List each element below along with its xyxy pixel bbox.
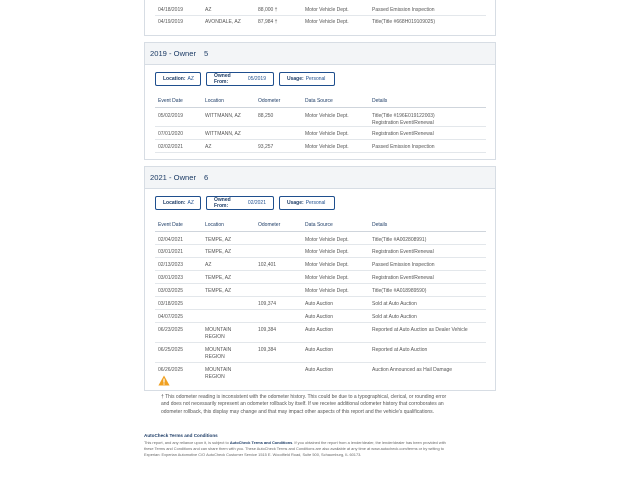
table-row: 03/01/2023 TEMPE, AZ Motor Vehicle Dept. Registration Event/Renewal xyxy=(155,271,486,284)
table-row: 06/26/2025 MOUNTAIN REGION Auto Auction Auction Announced as Hail Damage xyxy=(155,363,486,388)
owner-5-summary xyxy=(145,65,495,93)
owner-4-card-tail xyxy=(144,0,496,36)
owned-from-chip: Owned From: 05/2019 xyxy=(206,72,274,86)
table-row: 04/18/2019 AZ 88,000 † Motor Vehicle Dept. Passed Emission Inspection xyxy=(155,4,486,16)
table-row: 04/19/2019 AVONDALE, AZ 87,984 † Motor Vehicle Dept. Title(Title #668H019109025) xyxy=(158,19,436,25)
odometer-footnote: † This odometer reading is inconsistent with the odometer history. This could be due to a typographical, clerical, or rounding error and does not necessarily represent an odometer rollback by itself. If we receive additional odometer history that corroborates an odometer rollback, this display may change and that may impact other aspects of this report and the vehicle's qualifications. xyxy=(161,394,447,415)
terms-body: This report, and any reliance upon it, is subject to AutoCheck Terms and Conditions. If you obtained the report from a lender/dealer, the lender/dealer has been provided with these Terms and Conditions and can share them with you. These AutoCheck Terms and Conditions are also available at any time at www.autocheck.com/terms or by writing to Experian: Experian Automotive C/O AutoCheck Customer Service 1515 E. Woodfield Road, Suite 500, Schaumburg, IL 60173. xyxy=(144,440,446,457)
table-row: 04/07/2025 Auto Auction Sold at Auto Auction xyxy=(155,310,486,323)
owner-6-header: 2021 - Owner 6 xyxy=(145,167,495,189)
table-row: 06/23/2025 MOUNTAIN REGION 109,384 Auto Auction Reported at Auto Auction as Dealer Vehicle xyxy=(155,323,486,343)
usage-chip: Usage: Personal xyxy=(279,72,335,86)
usage-chip: Usage: Personal xyxy=(279,196,335,210)
owner-6-card xyxy=(144,166,496,391)
owner-5-card xyxy=(144,42,496,160)
table-row: 06/25/2025 MOUNTAIN REGION 109,384 Auto Auction Reported at Auto Auction xyxy=(155,343,486,363)
location-chip: Location: AZ xyxy=(155,196,201,210)
owner-6-table-header: Event Date Location Odometer Data Source Details xyxy=(155,219,486,232)
table-row: 02/02/2021 AZ 93,257 Motor Vehicle Dept. Passed Emission Inspection xyxy=(155,140,486,153)
table-row: 03/18/2025 109,374 Auto Auction Sold at Auto Auction xyxy=(155,297,486,310)
owner-5-table-header: Event Date Location Odometer Data Source Details xyxy=(155,95,486,108)
warning-triangle-icon xyxy=(158,375,170,386)
table-row: 05/02/2019 WITTMANN, AZ 88,250 Motor Vehicle Dept. Title(Title #196E019122003) Registration Event/Renewal xyxy=(155,108,486,127)
table-row: 03/03/2025 TEMPE, AZ Motor Vehicle Dept. Title(Title #A018989590) xyxy=(155,284,486,297)
table-row: 07/01/2020 WITTMANN, AZ Motor Vehicle Dept. Registration Event/Renewal xyxy=(155,127,486,140)
owned-from-chip: Owned From: 02/2021 xyxy=(206,196,274,210)
terms-link[interactable]: AutoCheck Terms and Conditions xyxy=(229,440,293,445)
table-row: 02/13/2023 AZ 102,401 Motor Vehicle Dept. Passed Emission Inspection xyxy=(155,258,486,271)
terms-title: AutoCheck Terms and Conditions xyxy=(144,433,218,438)
table-row: 03/01/2021 TEMPE, AZ Motor Vehicle Dept. Registration Event/Renewal xyxy=(155,245,486,258)
location-chip: Location: AZ xyxy=(155,72,201,86)
table-row: 02/04/2021 TEMPE, AZ Motor Vehicle Dept. Title(Title #A002808991) xyxy=(155,232,486,245)
owner-6-summary xyxy=(145,189,495,217)
owner-5-header: 2019 - Owner 5 xyxy=(145,43,495,65)
